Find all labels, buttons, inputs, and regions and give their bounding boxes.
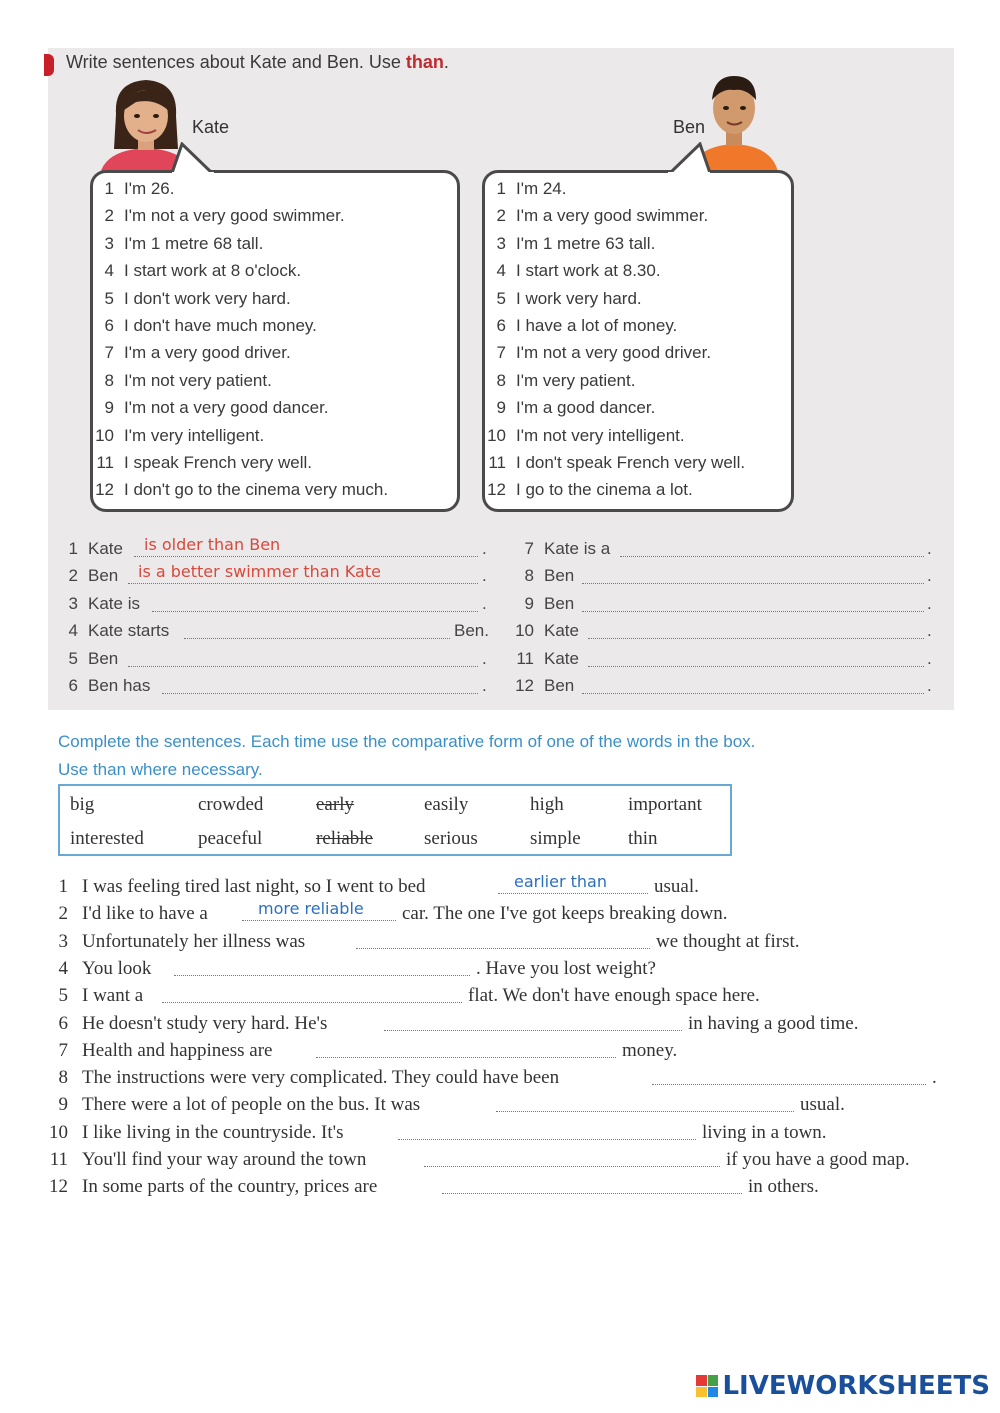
statement-text: I'm 1 metre 63 tall.	[516, 233, 656, 253]
statement-number: 5	[104, 288, 114, 308]
sentence-end: . Have you lost weight?	[476, 957, 656, 979]
answer-suffix: .	[927, 676, 932, 695]
sentence-start: I like living in the countryside. It's	[82, 1121, 344, 1143]
sentence-number: 10	[49, 1121, 68, 1143]
statement-number: 3	[104, 233, 114, 253]
statement-text: I don't work very hard.	[124, 288, 291, 308]
answer-prefix: Ben	[88, 648, 119, 668]
sentence-number: 2	[58, 903, 68, 925]
answer-number: 10	[515, 621, 534, 641]
statement-line	[476, 234, 655, 254]
word-box-item: simple	[530, 828, 581, 849]
sentence-number: 9	[58, 1094, 68, 1116]
statement-number: 10	[95, 425, 114, 445]
sentence-number: 7	[58, 1039, 68, 1061]
statement-line	[476, 261, 661, 281]
statement-line	[476, 289, 642, 309]
answer-number: 3	[68, 593, 78, 613]
answer-line	[510, 566, 574, 586]
ben-name: Ben	[673, 117, 706, 137]
sentence-number: 4	[58, 957, 68, 979]
word-box-item: serious	[424, 828, 478, 849]
statement-line	[476, 179, 567, 199]
answer-suffix: .	[927, 593, 932, 613]
sentence-end: .	[932, 1067, 937, 1089]
answer-blank[interactable]	[152, 611, 478, 612]
answer-suffix: .	[927, 621, 932, 641]
sentence-end: usual.	[654, 876, 699, 897]
statement-text: I'm not very intelligent.	[516, 425, 685, 445]
statement-line	[476, 206, 708, 226]
word-box-item: high	[530, 794, 564, 815]
statement-number: 9	[104, 398, 114, 418]
exercise1-instruction	[66, 52, 449, 73]
answer-blank[interactable]	[184, 638, 450, 639]
answer-prefix: Ben has	[88, 676, 151, 695]
statement-line	[84, 179, 175, 199]
statement-text: I speak French very well.	[124, 453, 313, 472]
sentence-start: The instructions were very complicated. They could have been	[82, 1067, 560, 1089]
statement-number: 11	[96, 453, 114, 472]
answer-line	[64, 621, 169, 641]
liveworksheets-logo	[696, 1369, 990, 1403]
sentence-end: money.	[622, 1039, 678, 1061]
sentence-start: In some parts of the country, prices are	[82, 1176, 378, 1198]
statement-number: 4	[104, 261, 114, 281]
statement-line	[84, 398, 329, 418]
sentence-blank[interactable]	[442, 1193, 742, 1194]
sentence-start: Health and happiness are	[82, 1039, 273, 1061]
statement-line	[84, 480, 388, 500]
statement-number: 2	[496, 206, 506, 226]
statement-text: I go to the cinema a lot.	[516, 480, 693, 500]
statement-number: 7	[104, 343, 114, 363]
word-box-item: easily	[424, 794, 469, 815]
statement-text: I'm 26.	[124, 179, 175, 198]
sentence-start: He doesn't study very hard. He's	[82, 1012, 328, 1034]
answer-blank[interactable]	[620, 556, 924, 557]
sentence-end: we thought at first.	[656, 930, 800, 952]
answer-number: 4	[68, 621, 78, 641]
statement-text: I'm not very patient.	[124, 370, 272, 390]
logo-text: LIVEWORKSHEETS	[722, 1371, 990, 1401]
sentence-start: I was feeling tired last night, so I went to bed	[82, 876, 426, 897]
answer-suffix: .	[482, 566, 487, 586]
sentence-answer-handwritten: earlier than	[514, 872, 607, 891]
statement-number: 7	[496, 343, 506, 363]
answer-prefix: Kate is	[88, 593, 140, 613]
statement-number: 6	[496, 316, 506, 335]
sentence-blank[interactable]	[652, 1084, 926, 1085]
answer-prefix: Ben	[544, 566, 575, 586]
logo-icon	[696, 1375, 718, 1397]
statement-line	[476, 480, 693, 500]
statement-number: 1	[104, 179, 114, 198]
statement-number: 10	[487, 425, 506, 445]
answer-line	[64, 566, 118, 586]
answer-suffix: .	[482, 676, 487, 695]
statement-text: I don't go to the cinema very much.	[124, 480, 389, 500]
word-box-item: big	[70, 794, 95, 815]
statement-text: I'm very intelligent.	[124, 425, 265, 445]
answer-prefix: Ben	[544, 676, 575, 695]
statement-text: I'm very patient.	[516, 370, 636, 390]
statement-line	[476, 426, 685, 446]
answer-line	[64, 649, 118, 669]
answer-number: 6	[68, 676, 78, 695]
statement-text: I work very hard.	[516, 288, 642, 308]
statement-number: 6	[104, 316, 114, 335]
sentence-answer-handwritten: more reliable	[258, 899, 364, 919]
sentence-number: 11	[49, 1149, 68, 1170]
answer-prefix: Kate	[544, 648, 579, 668]
sentence-start: Unfortunately her illness was	[82, 930, 306, 952]
statement-number: 12	[95, 480, 114, 500]
answer-prefix: Kate is a	[544, 539, 611, 558]
answer-handwritten: is older than Ben	[144, 535, 281, 554]
statement-text: I have a lot of money.	[516, 316, 678, 335]
statement-number: 5	[496, 288, 506, 308]
statement-number: 8	[496, 370, 506, 390]
statement-text: I'm a good dancer.	[516, 398, 656, 418]
statement-text: I'm not a very good dancer.	[124, 398, 329, 418]
kate-name: Kate	[192, 117, 230, 137]
answer-number: 9	[524, 593, 534, 613]
statement-number: 8	[104, 370, 114, 390]
word-box-item: thin	[628, 828, 658, 849]
statement-text: I'm 24.	[516, 179, 567, 198]
statement-line	[84, 261, 301, 281]
sentence-blank[interactable]	[424, 1166, 720, 1167]
answer-number: 11	[516, 648, 534, 668]
instruction-text: Write sentences about Kate and Ben. Use	[66, 52, 401, 72]
statement-text: I'm a very good swimmer.	[516, 206, 709, 226]
answer-line	[510, 649, 579, 669]
answer-suffix: .	[482, 593, 487, 613]
answer-line	[510, 676, 574, 696]
answer-prefix: Ben	[88, 566, 119, 586]
sentence-blank[interactable]	[498, 893, 648, 894]
exercise-marker	[44, 54, 54, 76]
statement-line	[84, 426, 264, 446]
answer-blank[interactable]	[582, 611, 924, 612]
answer-line	[64, 594, 140, 614]
statement-line	[476, 453, 745, 473]
statement-text: I'm a very good driver.	[124, 343, 291, 363]
statement-line	[84, 206, 345, 226]
instruction-line-2: Use than where necessary.	[58, 760, 263, 779]
sentence-blank[interactable]	[242, 920, 396, 921]
answer-blank[interactable]	[134, 556, 478, 557]
statement-line	[84, 289, 291, 309]
statement-line	[476, 398, 655, 418]
sentence-number: 8	[58, 1067, 68, 1089]
answer-line	[510, 594, 574, 614]
instruction-line-1: Complete the sentences. Each time use the comparative form of one of the words in the box.	[58, 732, 756, 751]
sentence-number: 5	[58, 985, 68, 1007]
instruction-accent: than	[405, 52, 444, 72]
sentence-start: You'll find your way around the town	[82, 1149, 367, 1170]
statement-number: 3	[496, 233, 506, 253]
sentence-blank[interactable]	[356, 948, 650, 949]
statement-line	[84, 316, 317, 336]
statement-line	[476, 343, 711, 363]
answer-prefix: Ben	[544, 593, 575, 613]
exercise2-instruction	[58, 728, 755, 784]
answer-prefix: Kate	[544, 621, 579, 641]
statement-line	[476, 371, 635, 391]
sentence-blank[interactable]	[316, 1057, 616, 1058]
sentence-number: 12	[49, 1176, 68, 1198]
statement-text: I don't have much money.	[124, 316, 317, 335]
sentence-start: There were a lot of people on the bus. It was	[82, 1094, 421, 1116]
answer-blank[interactable]	[582, 693, 924, 694]
statement-line	[476, 316, 677, 336]
answer-suffix: .	[927, 539, 932, 558]
statement-line	[84, 453, 312, 473]
kate-bubble-tail	[168, 142, 218, 176]
answer-blank[interactable]	[128, 666, 478, 667]
answer-suffix: .	[482, 539, 487, 558]
answer-number: 1	[68, 539, 78, 558]
answer-line	[64, 676, 150, 696]
sentence-end: if you have a good map.	[726, 1149, 910, 1170]
statement-number: 11	[488, 453, 506, 472]
sentence-start: I'd like to have a	[82, 903, 208, 925]
sentence-blank[interactable]	[174, 975, 470, 976]
answer-number: 8	[524, 566, 534, 586]
word-box-item: important	[628, 794, 702, 815]
statement-number: 9	[496, 398, 506, 418]
statement-number: 4	[496, 261, 506, 281]
word-box-item: crowded	[198, 794, 264, 815]
answer-suffix: Ben.	[454, 621, 489, 641]
answer-blank[interactable]	[162, 693, 478, 694]
answer-blank[interactable]	[588, 666, 924, 667]
word-box-item: peaceful	[198, 828, 263, 849]
answer-handwritten: is a better swimmer than Kate	[138, 562, 381, 582]
statement-text: I'm not a very good swimmer.	[124, 206, 345, 226]
statement-text: I'm 1 metre 68 tall.	[124, 233, 264, 253]
statement-text: I start work at 8.30.	[516, 261, 661, 281]
answer-prefix: Kate starts	[88, 621, 170, 641]
answer-line	[64, 539, 123, 559]
answer-number: 5	[68, 648, 78, 668]
sentence-blank[interactable]	[384, 1030, 682, 1031]
statement-number: 2	[104, 206, 114, 226]
statement-number: 1	[496, 179, 506, 198]
answer-number: 12	[515, 676, 534, 695]
answer-line	[510, 621, 579, 641]
instruction-end: .	[443, 52, 449, 72]
answer-suffix: .	[482, 648, 487, 668]
answer-number: 2	[68, 566, 78, 586]
sentence-start: I want a	[82, 985, 144, 1007]
statement-line	[84, 371, 272, 391]
statement-number: 12	[487, 480, 506, 500]
answer-blank[interactable]	[588, 638, 924, 639]
sentence-number: 6	[58, 1012, 68, 1034]
word-box-item: early	[316, 794, 354, 815]
sentence-number: 1	[58, 876, 68, 897]
sentence-blank[interactable]	[398, 1139, 696, 1140]
answer-number: 7	[524, 539, 534, 558]
answer-blank[interactable]	[128, 583, 478, 584]
sentence-end: in having a good time.	[688, 1012, 859, 1034]
sentence-end: car. The one I've got keeps breaking down.	[402, 903, 728, 925]
sentence-end: living in a town.	[702, 1121, 827, 1143]
sentence-blank[interactable]	[496, 1111, 794, 1112]
answer-suffix: .	[927, 566, 932, 586]
statement-text: I start work at 8 o'clock.	[124, 261, 302, 281]
answer-line	[510, 539, 610, 559]
sentence-end: flat. We don't have enough space here.	[468, 985, 760, 1007]
statement-line	[84, 234, 263, 254]
sentence-start: You look	[82, 957, 152, 979]
answer-prefix: Kate	[88, 539, 123, 558]
answer-blank[interactable]	[582, 583, 924, 584]
answer-suffix: .	[927, 648, 932, 668]
word-box-item: interested	[70, 828, 144, 849]
statement-line	[84, 343, 291, 363]
sentence-end: usual.	[800, 1094, 845, 1116]
sentence-number: 3	[58, 930, 68, 952]
statement-text: I'm not a very good driver.	[516, 343, 712, 363]
statement-text: I don't speak French very well.	[516, 453, 746, 472]
word-box-item: reliable	[316, 828, 373, 849]
ben-bubble-tail	[664, 142, 714, 176]
word-box	[58, 784, 732, 856]
sentence-end: in others.	[748, 1176, 819, 1198]
sentence-blank[interactable]	[162, 1002, 462, 1003]
